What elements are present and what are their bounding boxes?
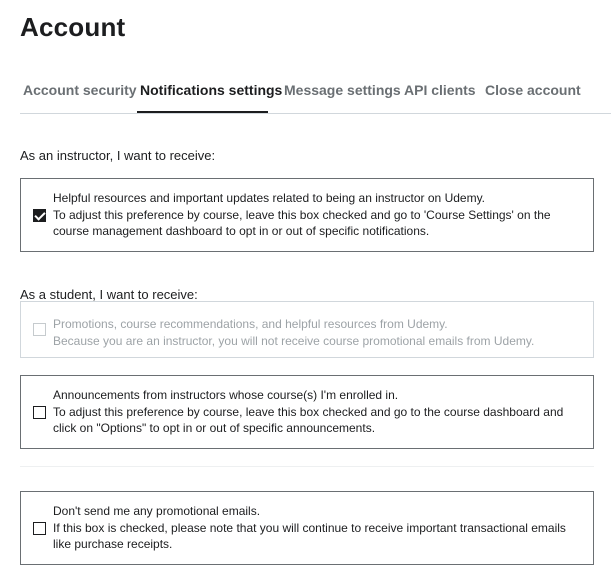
- tab-account-security[interactable]: Account security: [23, 82, 137, 98]
- promotions-text: [53, 316, 583, 349]
- no-promotional-emails-checkbox[interactable]: [33, 522, 46, 535]
- page-title: Account: [20, 12, 126, 42]
- option-title: Don't send me any promotional emails.: [53, 504, 261, 518]
- tab-bar: [20, 70, 611, 114]
- option-title: Helpful resources and important updates related to being an instructor on Udemy.: [53, 191, 486, 205]
- instructor-updates-text: [53, 190, 583, 240]
- promotions-checkbox: [33, 323, 46, 336]
- announcements-checkbox[interactable]: [33, 406, 46, 419]
- instructor-updates-option[interactable]: [20, 178, 594, 252]
- tab-message-settings[interactable]: Message settings: [284, 82, 401, 98]
- tab-notifications-settings[interactable]: Notifications settings: [140, 82, 283, 98]
- instructor-section-label: As an instructor, I want to receive:: [20, 148, 216, 163]
- section-divider: [20, 466, 594, 467]
- option-description: To adjust this preference by course, leave this box checked and go to the course dashboard and click on "Options" to opt in or out of specific announcements.: [53, 404, 564, 435]
- active-tab-indicator: [137, 111, 268, 113]
- option-description: To adjust this preference by course, leave this box checked and go to 'Course Settings' on the course management dashboard to opt in or out of specific notifications.: [53, 207, 551, 238]
- announcements-option[interactable]: [20, 375, 594, 449]
- option-description: If this box is checked, please note that you will continue to receive important transactional emails like purchase receipts.: [53, 520, 566, 551]
- option-title: Promotions, course recommendations, and helpful resources from Udemy.: [53, 317, 448, 331]
- student-section-label: As a student, I want to receive:: [20, 287, 198, 302]
- instructor-updates-checkbox[interactable]: [33, 209, 46, 222]
- tab-close-account[interactable]: Close account: [485, 82, 581, 98]
- tab-api-clients[interactable]: API clients: [404, 82, 476, 98]
- no-promotional-emails-option[interactable]: [20, 491, 594, 565]
- promotions-option: [20, 301, 594, 358]
- announcements-text: [53, 387, 583, 437]
- option-title: Announcements from instructors whose course(s) I'm enrolled in.: [53, 388, 399, 402]
- no-promotional-emails-text: [53, 503, 583, 553]
- option-description: Because you are an instructor, you will not receive course promotional emails from Udemy.: [53, 333, 535, 348]
